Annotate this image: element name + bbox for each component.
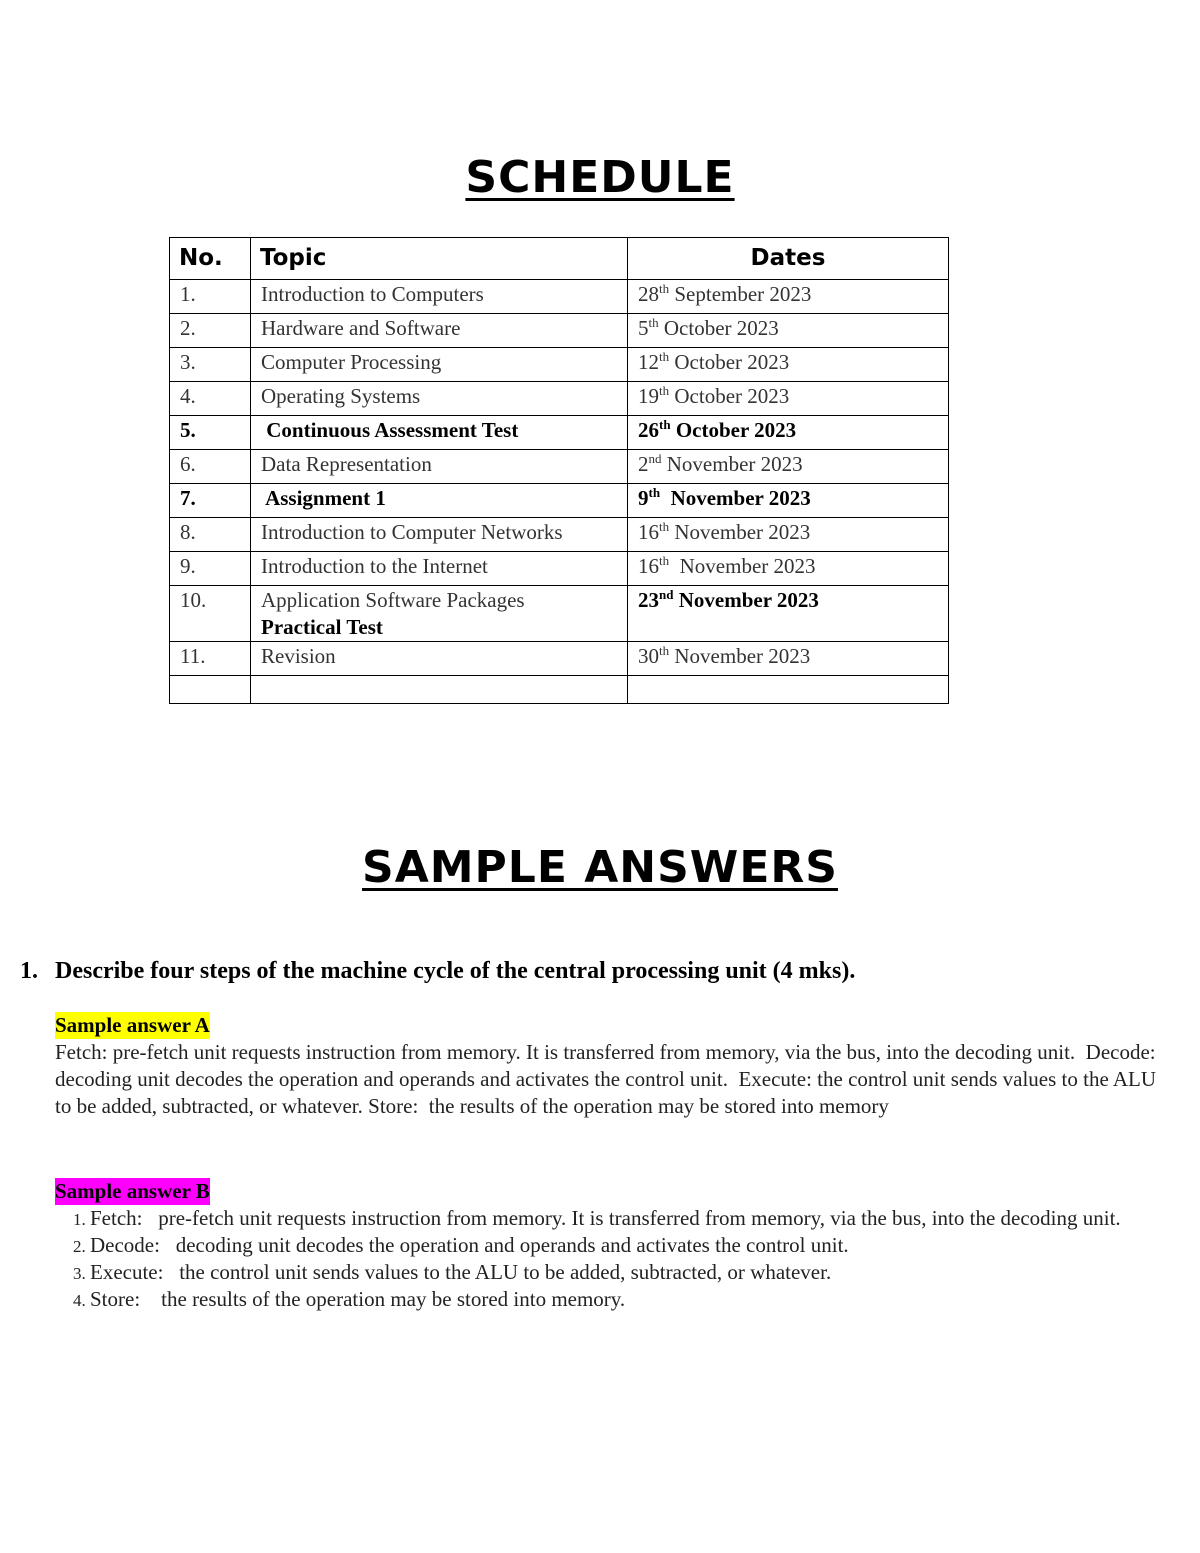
table-header-row — [170, 238, 949, 280]
row-date — [628, 552, 949, 586]
row-number: 2. — [170, 314, 251, 348]
row-topic — [251, 552, 628, 586]
schedule-table — [169, 237, 949, 704]
date-day: 30 — [638, 644, 659, 668]
date-suffix: th — [648, 315, 659, 330]
table-row — [170, 518, 949, 552]
topic-text: Continuous Assessment Test — [261, 418, 519, 442]
date-day: 16 — [638, 520, 659, 544]
date-day: 5 — [638, 316, 649, 340]
row-topic — [251, 450, 628, 484]
sample-answer-a — [55, 1012, 1165, 1120]
topic-text: Introduction to the Internet — [261, 554, 488, 578]
header-dates: Dates — [628, 238, 949, 280]
date-suffix: nd — [648, 451, 662, 466]
topic-text: Revision — [261, 644, 336, 668]
date-day: 12 — [638, 350, 659, 374]
row-number: 11. — [170, 642, 251, 676]
topic-text: Introduction to Computer Networks — [261, 520, 563, 544]
row-date — [628, 518, 949, 552]
date-suffix: th — [659, 383, 670, 398]
date-suffix: th — [659, 643, 670, 658]
date-month-year: October 2023 — [658, 316, 779, 340]
row-topic — [251, 280, 628, 314]
date-month-year: November 2023 — [661, 452, 803, 476]
question-text: Describe four steps of the machine cycle of the central processing unit (4 mks). — [55, 958, 856, 984]
date-suffix: th — [659, 417, 671, 432]
row-topic — [251, 518, 628, 552]
header-no: No. — [170, 238, 251, 280]
date-month-year: November 2023 — [669, 644, 811, 668]
row-topic — [251, 416, 628, 450]
sample-answer-b-label: Sample answer B — [55, 1179, 210, 1203]
topic-text: Operating Systems — [261, 384, 421, 408]
row-number: 4. — [170, 382, 251, 416]
topic-text-line2: Practical Test — [261, 615, 383, 639]
table-row — [170, 552, 949, 586]
row-number: 1. — [170, 280, 251, 314]
row-date — [628, 416, 949, 450]
table-row — [170, 416, 949, 450]
row-date — [628, 348, 949, 382]
row-topic — [251, 642, 628, 676]
row-topic — [251, 314, 628, 348]
date-month-year: November 2023 — [660, 486, 811, 510]
date-month-year: October 2023 — [670, 418, 797, 442]
row-date — [628, 586, 949, 642]
date-day: 26 — [638, 418, 659, 442]
table-row — [170, 642, 949, 676]
table-row — [170, 450, 949, 484]
row-number: 3. — [170, 348, 251, 382]
sample-answer-b — [55, 1178, 1165, 1313]
question-number: 1. — [20, 958, 38, 984]
date-month-year: October 2023 — [669, 350, 790, 374]
date-suffix: th — [659, 281, 670, 296]
table-row — [170, 348, 949, 382]
row-date — [628, 450, 949, 484]
step-item: 4. Store: the results of the operation may be stored into memory. — [90, 1286, 1165, 1313]
table-body — [170, 280, 949, 704]
table-row — [170, 314, 949, 348]
row-topic — [251, 484, 628, 518]
table-row — [170, 484, 949, 518]
row-number: 7. — [170, 484, 251, 518]
table-row — [170, 586, 949, 642]
date-month-year: November 2023 — [669, 554, 816, 578]
date-month-year: November 2023 — [673, 588, 819, 612]
date-month-year: November 2023 — [669, 520, 811, 544]
date-suffix: th — [659, 519, 670, 534]
empty-cell — [628, 676, 949, 704]
date-suffix: th — [648, 485, 661, 500]
date-day: 23 — [638, 588, 659, 612]
row-number: 9. — [170, 552, 251, 586]
topic-text: Application Software Packages — [261, 588, 525, 612]
topic-text: Assignment 1 — [261, 486, 386, 510]
row-topic — [251, 586, 628, 642]
empty-cell — [251, 676, 628, 704]
row-number: 6. — [170, 450, 251, 484]
row-date — [628, 382, 949, 416]
topic-text: Introduction to Computers — [261, 282, 484, 306]
sample-answer-a-text: Fetch: pre-fetch unit requests instruction from memory. It is transferred from memory, via the bus, into the decoding unit. Decode: decoding unit decodes the operation and operands and activates the control unit. Execute: the control unit sends values to the ALU to be added, subtracted, or whatever. Store: the results of the operation may be stored into memory — [55, 1040, 1162, 1118]
date-suffix: th — [659, 553, 670, 568]
table-row — [170, 280, 949, 314]
header-topic: Topic — [251, 238, 628, 280]
empty-row — [170, 676, 949, 704]
question-1 — [20, 958, 855, 985]
sample-answer-b-steps — [0, 1205, 1165, 1313]
date-day: 28 — [638, 282, 659, 306]
date-day: 19 — [638, 384, 659, 408]
topic-text: Hardware and Software — [261, 316, 461, 340]
row-date — [628, 642, 949, 676]
row-date — [628, 280, 949, 314]
date-suffix: nd — [659, 587, 674, 602]
date-day: 9 — [638, 486, 649, 510]
table-row — [170, 382, 949, 416]
row-date — [628, 314, 949, 348]
topic-text: Computer Processing — [261, 350, 442, 374]
date-suffix: th — [659, 349, 670, 364]
step-item: 2. Decode: decoding unit decodes the operation and operands and activates the control unit. — [90, 1232, 1165, 1259]
row-date — [628, 484, 949, 518]
sample-answer-a-label: Sample answer A — [55, 1013, 210, 1037]
row-number: 8. — [170, 518, 251, 552]
sample-answers-heading: SAMPLE ANSWERS — [362, 842, 838, 893]
topic-text: Data Representation — [261, 452, 432, 476]
row-number: 10. — [170, 586, 251, 642]
empty-cell — [170, 676, 251, 704]
date-day: 16 — [638, 554, 659, 578]
row-topic — [251, 348, 628, 382]
row-number: 5. — [170, 416, 251, 450]
schedule-heading: SCHEDULE — [465, 152, 735, 203]
date-month-year: October 2023 — [669, 384, 790, 408]
step-item: 3. Execute: the control unit sends values to the ALU to be added, subtracted, or whatever. — [90, 1259, 1165, 1286]
date-day: 2 — [638, 452, 649, 476]
date-month-year: September 2023 — [669, 282, 812, 306]
step-item: 1. Fetch: pre-fetch unit requests instruction from memory. It is transferred from memory, via the bus, into the decoding unit. — [90, 1205, 1165, 1232]
row-topic — [251, 382, 628, 416]
